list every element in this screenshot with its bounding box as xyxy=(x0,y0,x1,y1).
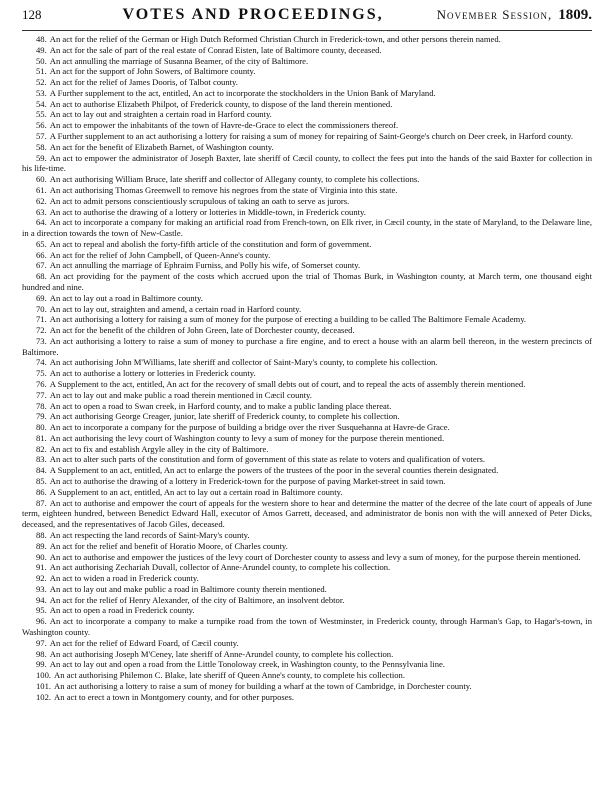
act-text: An act authorising a lottery to raise a sum of money to purchase a fire engine, and to erect a house with an alarm bell thereon, in the western precincts of Baltimore. xyxy=(22,335,592,357)
act-entry xyxy=(22,422,592,433)
session-year: 1809. xyxy=(558,7,592,23)
act-number: 73. xyxy=(36,335,47,346)
act-text: An act for the benefit of the children of John Green, late of Dorchester county, deceased. xyxy=(49,325,355,336)
act-text: An act to authorise and empower the court of appeals for the western shore to hear and determine the matter of the decree of the late court of appeals of June term, eighteen hundred, between Benedict Edward Hall, executor of Amos Garrett, deceased, and administrator de bonis non with the will annexed of Peter Dicks, deceased, and the representatives of Jacob Giles, deceased. xyxy=(22,497,592,530)
act-number: 64. xyxy=(36,217,47,228)
act-number: 59. xyxy=(36,152,47,163)
act-entry xyxy=(22,390,592,401)
act-number: 56. xyxy=(36,120,47,131)
act-entry xyxy=(22,250,592,261)
act-entry xyxy=(22,487,592,498)
act-number: 93. xyxy=(36,583,47,594)
act-text: An act to authorise and empower the justices of the levy court of Dorchester county to assess and levy a sum of money, for the purpose therein mentioned. xyxy=(49,551,581,562)
act-number: 71. xyxy=(36,314,47,325)
act-entry xyxy=(22,638,592,649)
act-number: 91. xyxy=(36,562,47,573)
act-number: 76. xyxy=(36,379,47,389)
act-number: 94. xyxy=(36,594,47,605)
act-number: 95. xyxy=(36,605,47,616)
act-number: 72. xyxy=(36,325,47,336)
act-number: 83. xyxy=(36,454,47,465)
act-number: 86. xyxy=(36,486,47,497)
act-text: An act to lay out and straighten a certain road in Harford county. xyxy=(49,109,272,120)
act-entry xyxy=(22,562,592,573)
act-entry xyxy=(22,530,592,541)
act-number: 51. xyxy=(36,66,47,77)
act-number: 89. xyxy=(36,540,47,551)
act-entry xyxy=(22,605,592,616)
act-text: An act authorising Philemon C. Blake, late sheriff of Queen Anne's county, to complete his collection. xyxy=(54,670,405,681)
act-text: An act to lay out and make public a road in Baltimore county therein mentioned. xyxy=(49,583,327,594)
act-text: An act authorising a lottery for raising a sum of money for the purpose of erecting a building to be called The Baltimore Female Academy. xyxy=(49,314,527,325)
act-number: 99. xyxy=(36,659,47,670)
act-entry xyxy=(22,109,592,120)
act-text: An act authorising Joseph M'Ceney, late sheriff of Anne-Arundel county, to complete his collection. xyxy=(49,648,394,659)
act-number: 68. xyxy=(36,271,47,282)
act-entry xyxy=(22,260,592,271)
act-text: An act annulling the marriage of Susanna Beamer, of the city of Baltimore. xyxy=(49,55,309,66)
act-number: 78. xyxy=(36,400,47,411)
act-number: 50. xyxy=(36,55,47,66)
act-number: 53. xyxy=(36,87,47,98)
act-entry xyxy=(22,66,592,77)
act-entry xyxy=(22,692,592,703)
act-entry xyxy=(22,77,592,88)
act-text: A Supplement to the act, entitled, An act for the recovery of small debts out of court, and to repeal the acts of assembly therein mentioned. xyxy=(49,379,526,389)
act-text: An act for the benefit of Elizabeth Barnet, of Washington county. xyxy=(49,141,274,152)
act-entry xyxy=(22,207,592,218)
act-text: An act to open a road in Frederick county. xyxy=(49,605,195,616)
act-text: An act annulling the marriage of Ephraim Furniss, and Polly his wife, of Somerset county. xyxy=(49,260,361,271)
act-entry xyxy=(22,357,592,368)
act-text: An act for the relief of Edward Foard, of Cæcil county. xyxy=(49,637,239,648)
page-number: 128 xyxy=(22,7,42,22)
act-entry xyxy=(22,45,592,56)
act-number: 49. xyxy=(36,44,47,55)
act-entry xyxy=(22,185,592,196)
act-entry xyxy=(22,99,592,110)
act-text: An act authorising the levy court of Washington county to levy a sum of money for the purpose therein mentioned. xyxy=(49,432,445,443)
act-text: An act authorising William Bruce, late sheriff and collector of Allegany county, to complete his collections. xyxy=(49,174,420,185)
act-text: An act authorising Thomas Greenwell to remove his negroes from the state of Virginia into this state. xyxy=(49,184,398,195)
act-entry xyxy=(22,217,592,239)
act-number: 61. xyxy=(36,184,47,195)
act-number: 101. xyxy=(36,680,52,691)
act-text: An act to fix and establish Argyle alley in the city of Baltimore. xyxy=(49,443,269,454)
act-number: 58. xyxy=(36,141,47,152)
act-text: A Further supplement to the act, entitled, An act to incorporate the stockholders in the Union Bank of Maryland. xyxy=(49,87,436,98)
act-entry xyxy=(22,271,592,293)
act-text: An act to widen a road in Frederick county. xyxy=(49,573,199,584)
act-number: 48. xyxy=(36,34,47,44)
act-number: 97. xyxy=(36,637,47,648)
act-text: An act for the relief and benefit of Horatio Moore, of Charles county. xyxy=(49,540,288,551)
act-entry xyxy=(22,444,592,455)
act-text: An act to erect a town in Montgomery county, and for other purposes. xyxy=(54,691,295,702)
act-text: An act to authorise the drawing of a lottery or lotteries in Middle-town, in Frederick county. xyxy=(49,206,366,217)
act-number: 70. xyxy=(36,303,47,314)
act-number: 54. xyxy=(36,98,47,109)
act-entry xyxy=(22,336,592,358)
act-number: 65. xyxy=(36,238,47,249)
act-entry xyxy=(22,616,592,638)
session-label: November Session, xyxy=(436,7,553,22)
act-text: An act to repeal and abolish the forty-fifth article of the constitution and form of government. xyxy=(49,238,372,249)
act-text: An act to open a road to Swan creek, in Harford county, and to make a public landing place thereat. xyxy=(49,400,392,411)
act-text: An act for the support of John Sowers, of Baltimore county. xyxy=(49,66,256,77)
act-text: An act to authorise Elizabeth Philpot, of Frederick county, to dispose of the land therein mentioned. xyxy=(49,98,393,109)
act-text: An act providing for the payment of the costs which accrued upon the trial of Thomas Burk, in Washington county, at March term, one thousand eight hundred and nine. xyxy=(22,271,592,292)
act-text: An act to empower the inhabitants of the town of Havre-de-Grace to elect the commissioners thereof. xyxy=(49,120,399,131)
act-number: 84. xyxy=(36,465,47,476)
act-entry xyxy=(22,670,592,681)
act-text: An act authorising John M'Williams, late sheriff and collector of Saint-Mary's county, to complete his collection. xyxy=(49,357,438,368)
act-text: An act authorising George Creager, junior, late sheriff of Frederick county, to complete his collection. xyxy=(49,411,400,422)
act-number: 62. xyxy=(36,195,47,206)
act-text: An act to lay out and open a road from the Little Tonoloway creek, in Washington county, to the Pennsylvania line. xyxy=(49,659,445,670)
act-text: An act for the relief of John Campbell, of Queen-Anne's county. xyxy=(49,249,271,260)
act-number: 52. xyxy=(36,77,47,88)
act-text: An act for the sale of part of the real estate of Conrad Eisten, late of Baltimore county, deceased. xyxy=(49,44,382,55)
act-number: 55. xyxy=(36,109,47,120)
act-entry xyxy=(22,573,592,584)
act-number: 85. xyxy=(36,476,47,487)
act-number: 63. xyxy=(36,206,47,217)
act-text: An act to incorporate a company for the purpose of building a bridge over the river Susquehanna at Havre-de Grace. xyxy=(49,422,450,433)
act-entry xyxy=(22,153,592,175)
act-number: 74. xyxy=(36,357,47,368)
act-number: 96. xyxy=(36,616,47,627)
act-number: 77. xyxy=(36,389,47,400)
act-text: An act authorising a lottery to raise a sum of money for building a wharf at the town of Cambridge, in Dorchester county. xyxy=(54,680,472,691)
act-text: An act authorising Zechariah Duvall, collector of Anne-Arundel county, to complete his collection. xyxy=(49,562,391,573)
act-text: An act for the relief of James Dooris, of Talbot county. xyxy=(49,77,238,88)
act-text: An act to authorise the drawing of a lottery in Frederick-town for the purpose of paving Market-street in said town. xyxy=(49,476,446,487)
act-entry xyxy=(22,34,592,45)
page-title: VOTES AND PROCEEDINGS, xyxy=(122,6,384,23)
act-number: 102. xyxy=(36,691,52,702)
act-entry xyxy=(22,314,592,325)
act-number: 88. xyxy=(36,529,47,540)
act-entry xyxy=(22,649,592,660)
act-number: 98. xyxy=(36,648,47,659)
act-text: A Further supplement to an act authorising a lottery for raising a sum of money for repairing of Saint-George's church on Deer creek, in Harford county. xyxy=(49,131,573,142)
act-entry xyxy=(22,454,592,465)
act-number: 69. xyxy=(36,292,47,303)
act-number: 60. xyxy=(36,174,47,185)
act-number: 82. xyxy=(36,443,47,454)
act-entry xyxy=(22,476,592,487)
act-text: An act to lay out a road in Baltimore county. xyxy=(49,292,203,303)
act-text: An act for the relief of Henry Alexander, of the city of Baltimore, an insolvent debtor. xyxy=(49,594,345,605)
act-entry xyxy=(22,411,592,422)
act-entry xyxy=(22,552,592,563)
act-text: An act to incorporate a company to make a turnpike road from the town of Westminster, in Frederick county, through Harman's Gap, to Hagar's-town, in Washington county. xyxy=(22,616,592,637)
act-text: An act to admit persons conscientiously scrupulous of taking an oath to serve as jurors. xyxy=(49,195,350,206)
act-entry xyxy=(22,584,592,595)
act-entry xyxy=(22,293,592,304)
act-number: 81. xyxy=(36,432,47,443)
act-text: An act for the relief of the German or High Dutch Reformed Christian Church in Frederick-town, and other persons therein named. xyxy=(49,34,501,44)
act-text: An act to incorporate a company for making an artificial road from French-town, on Elk river, in Cæcil county, in the state of Maryland, to the Delaware line, in a direction towards the town of New-Castle. xyxy=(22,217,592,239)
act-entry xyxy=(22,433,592,444)
acts-list xyxy=(22,34,592,702)
act-entry xyxy=(22,595,592,606)
act-entry xyxy=(22,681,592,692)
act-entry xyxy=(22,239,592,250)
act-entry xyxy=(22,659,592,670)
act-entry xyxy=(22,541,592,552)
act-text: An act to empower the administrator of Joseph Baxter, late sheriff of Cæcil county, to collect the fees put into the hands of the said Baxter for collection in his life-time. xyxy=(22,152,592,174)
act-text: An act to lay out, straighten and amend, a certain road in Harford county. xyxy=(49,303,302,314)
act-entry xyxy=(22,325,592,336)
act-text: An act to alter such parts of the constitution and form of government of this state as relate to voters and qualification of voters. xyxy=(49,454,486,465)
act-number: 80. xyxy=(36,422,47,433)
act-entry xyxy=(22,304,592,315)
act-text: An act to lay out and make public a road therein mentioned in Cæcil county. xyxy=(49,389,312,400)
act-entry xyxy=(22,120,592,131)
act-entry xyxy=(22,174,592,185)
act-entry xyxy=(22,368,592,379)
act-text: An act respecting the land records of Saint-Mary's county. xyxy=(49,529,250,540)
act-text: An act to authorise a lottery or lotteries in Frederick county. xyxy=(49,368,256,379)
act-entry xyxy=(22,88,592,99)
act-number: 75. xyxy=(36,368,47,379)
act-number: 100. xyxy=(36,670,52,681)
act-entry xyxy=(22,196,592,207)
act-entry xyxy=(22,498,592,530)
act-number: 87. xyxy=(36,497,47,508)
act-entry xyxy=(22,56,592,67)
act-number: 92. xyxy=(36,573,47,584)
act-entry xyxy=(22,465,592,476)
act-entry xyxy=(22,401,592,412)
act-number: 66. xyxy=(36,249,47,260)
act-number: 67. xyxy=(36,260,47,271)
act-text: A Supplement to an act, entitled, An act to enlarge the powers of the trustees of the poor in the several counties therein designated. xyxy=(49,465,499,476)
act-entry xyxy=(22,379,592,390)
page-header xyxy=(22,6,592,31)
act-entry xyxy=(22,142,592,153)
act-entry xyxy=(22,131,592,142)
act-text: A Supplement to an act, entitled, An act to lay out a certain road in Baltimore county. xyxy=(49,486,343,497)
act-number: 90. xyxy=(36,551,47,562)
act-number: 57. xyxy=(36,131,47,142)
act-number: 79. xyxy=(36,411,47,422)
